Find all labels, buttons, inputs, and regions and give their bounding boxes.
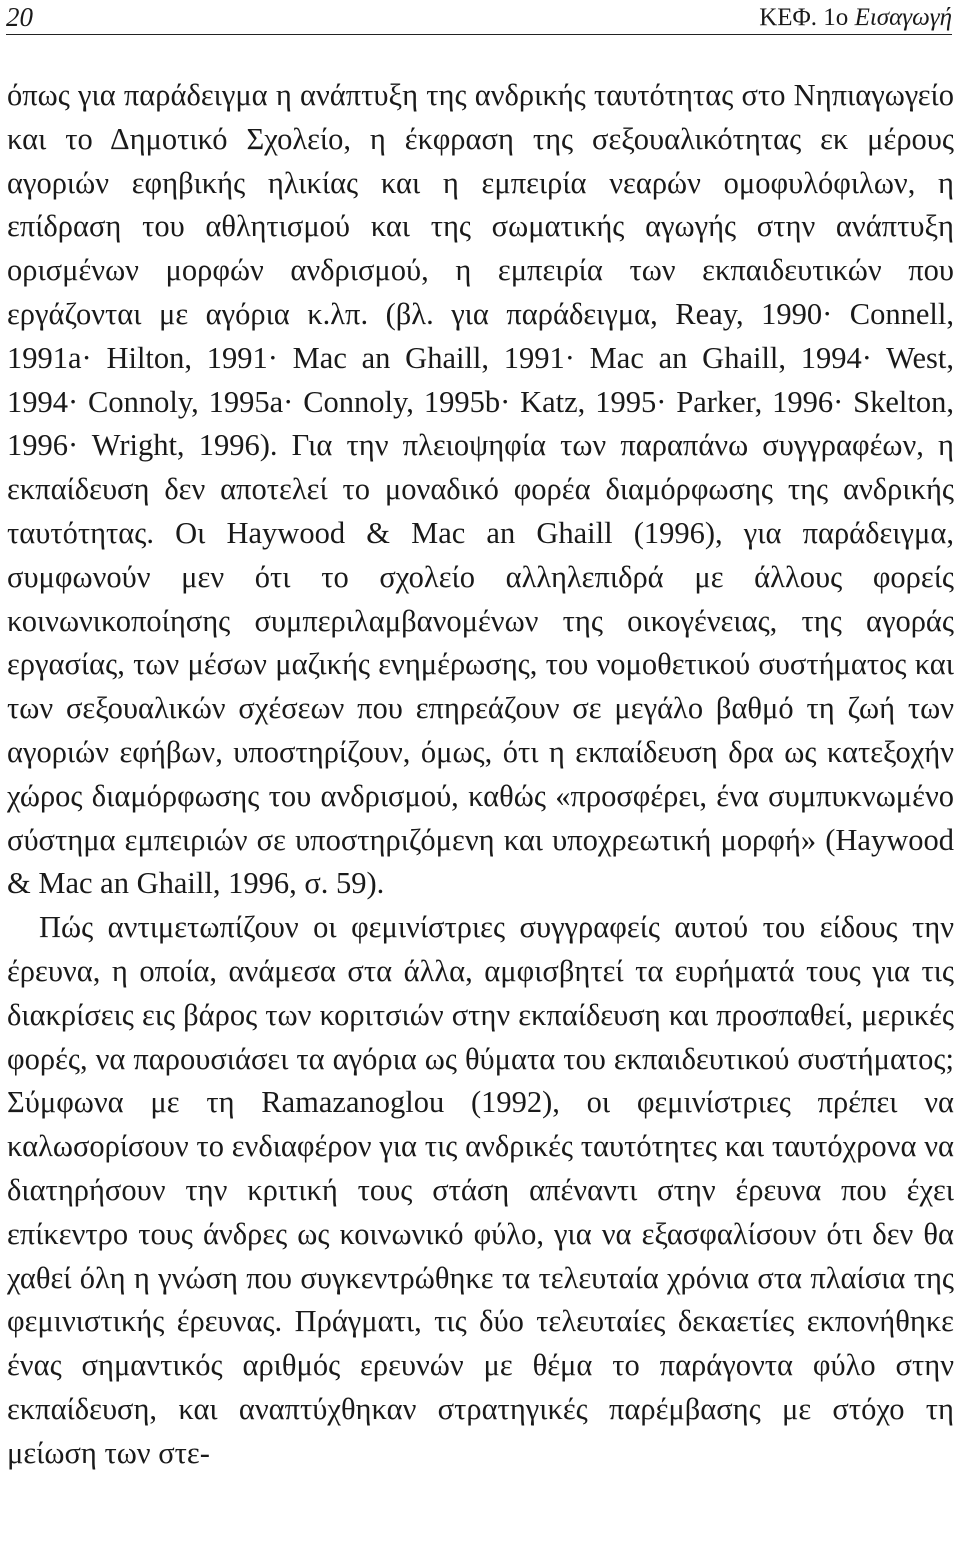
- page-number: 20: [6, 2, 33, 32]
- paragraph-feminist-response: Πώς αντιμετωπίζουν οι φεμινίστριες συγγραφείς αυτού του είδους την έρευνα, η οποία, ανάμεσα στα άλλα, αμφισβητεί τα ευρήματά τους για τις διακρίσεις εις βάρος των κοριτσιών στην εκπαίδευση και προσπαθεί, μερικές φορές, να παρουσιάσει τα αγόρια ως θύματα του εκπαιδευτικού συστήματος; Σύμφωνα με τη Ramazanoglou (1992), οι φεμινίστριες πρέπει να καλωσορίσουν το ενδιαφέρον για τις ανδρικές ταυτότητες και ταυτόχρονα να διατηρήσουν την κριτική τους στάση απέναντι στην έρευνα που έχει επίκεντρο τους άνδρες ως κοινωνικό φύλο, για να εξασφαλίσουν ότι δεν θα χαθεί όλη η γνώση που συγκεντρώθηκε τα τελευταία χρόνια στα πλαίσια της φεμινιστικής έρευνας. Πράγματι, τις δύο τελευταίες δεκαετίες εκπονήθηκε ένας σημαντικός αριθμός ερευνών με θέμα το παράγοντα φύλο στην εκπαίδευση, και αναπτύχθηκαν στρατηγικές παρέμβασης με στόχο τη μείωση των στε-: [7, 910, 954, 1470]
- chapter-title: Εισαγωγή: [854, 4, 952, 31]
- page-header: [6, 0, 952, 35]
- body-text: [7, 74, 954, 1476]
- chapter-label: ΚΕΦ. 1ο: [759, 4, 849, 31]
- paragraph-continued: όπως για παράδειγμα η ανάπτυξη της ανδρικής ταυτότητας στο Νηπιαγωγείο και το Δημοτικό Σχολείο, η έκφραση της σεξουαλικότητας εκ μέρους αγοριών εφηβικής ηλικίας και η εμπειρία νεαρών ομοφυλόφιλων, η επίδραση του αθλητισμού και της σωματικής αγωγής στην ανάπτυξη ορισμένων μορφών ανδρισμού, η εμπειρία των εκπαιδευτικών που εργάζονται με αγόρια κ.λπ. (βλ. για παράδειγμα, Reay, 1990· Connell, 1991a· Hilton, 1991· Mac an Ghaill, 1991· Mac an Ghaill, 1994· West, 1994· Connoly, 1995a· Connoly, 1995b· Katz, 1995· Parker, 1996· Skelton, 1996· Wright, 1996). Για την πλειοψηφία των παραπάνω συγγραφέων, η εκπαίδευση δεν αποτελεί το μοναδικό φορέα διαμόρφωσης της ανδρικής ταυτότητας. Οι Haywood & Mac an Ghaill (1996), για παράδειγμα, συμφωνούν μεν ότι το σχολείο αλληλεπιδρά με άλλους φορείς κοινωνικοποίησης συμπεριλαμβανομένων της οικογένειας, της αγοράς εργασίας, των μέσων μαζικής ενημέρωσης, του νομοθετικού συστήματος και των σεξουαλικών σχέσεων που επηρεάζουν σε μεγάλο βαθμό τη ζωή των αγοριών εφήβων, υποστηρίζουν, όμως, ότι η εκπαίδευση δρα ως κατεξοχήν χώρος διαμόρφωσης του ανδρισμού, καθώς «προσφέρει, ένα συμπυκνωμένο σύστημα εμπειριών σε υποστηριζόμενη και υποχρεωτική μορφή» (Haywood & Mac an Ghaill, 1996, σ. 59).: [7, 78, 954, 901]
- running-head: [759, 4, 952, 32]
